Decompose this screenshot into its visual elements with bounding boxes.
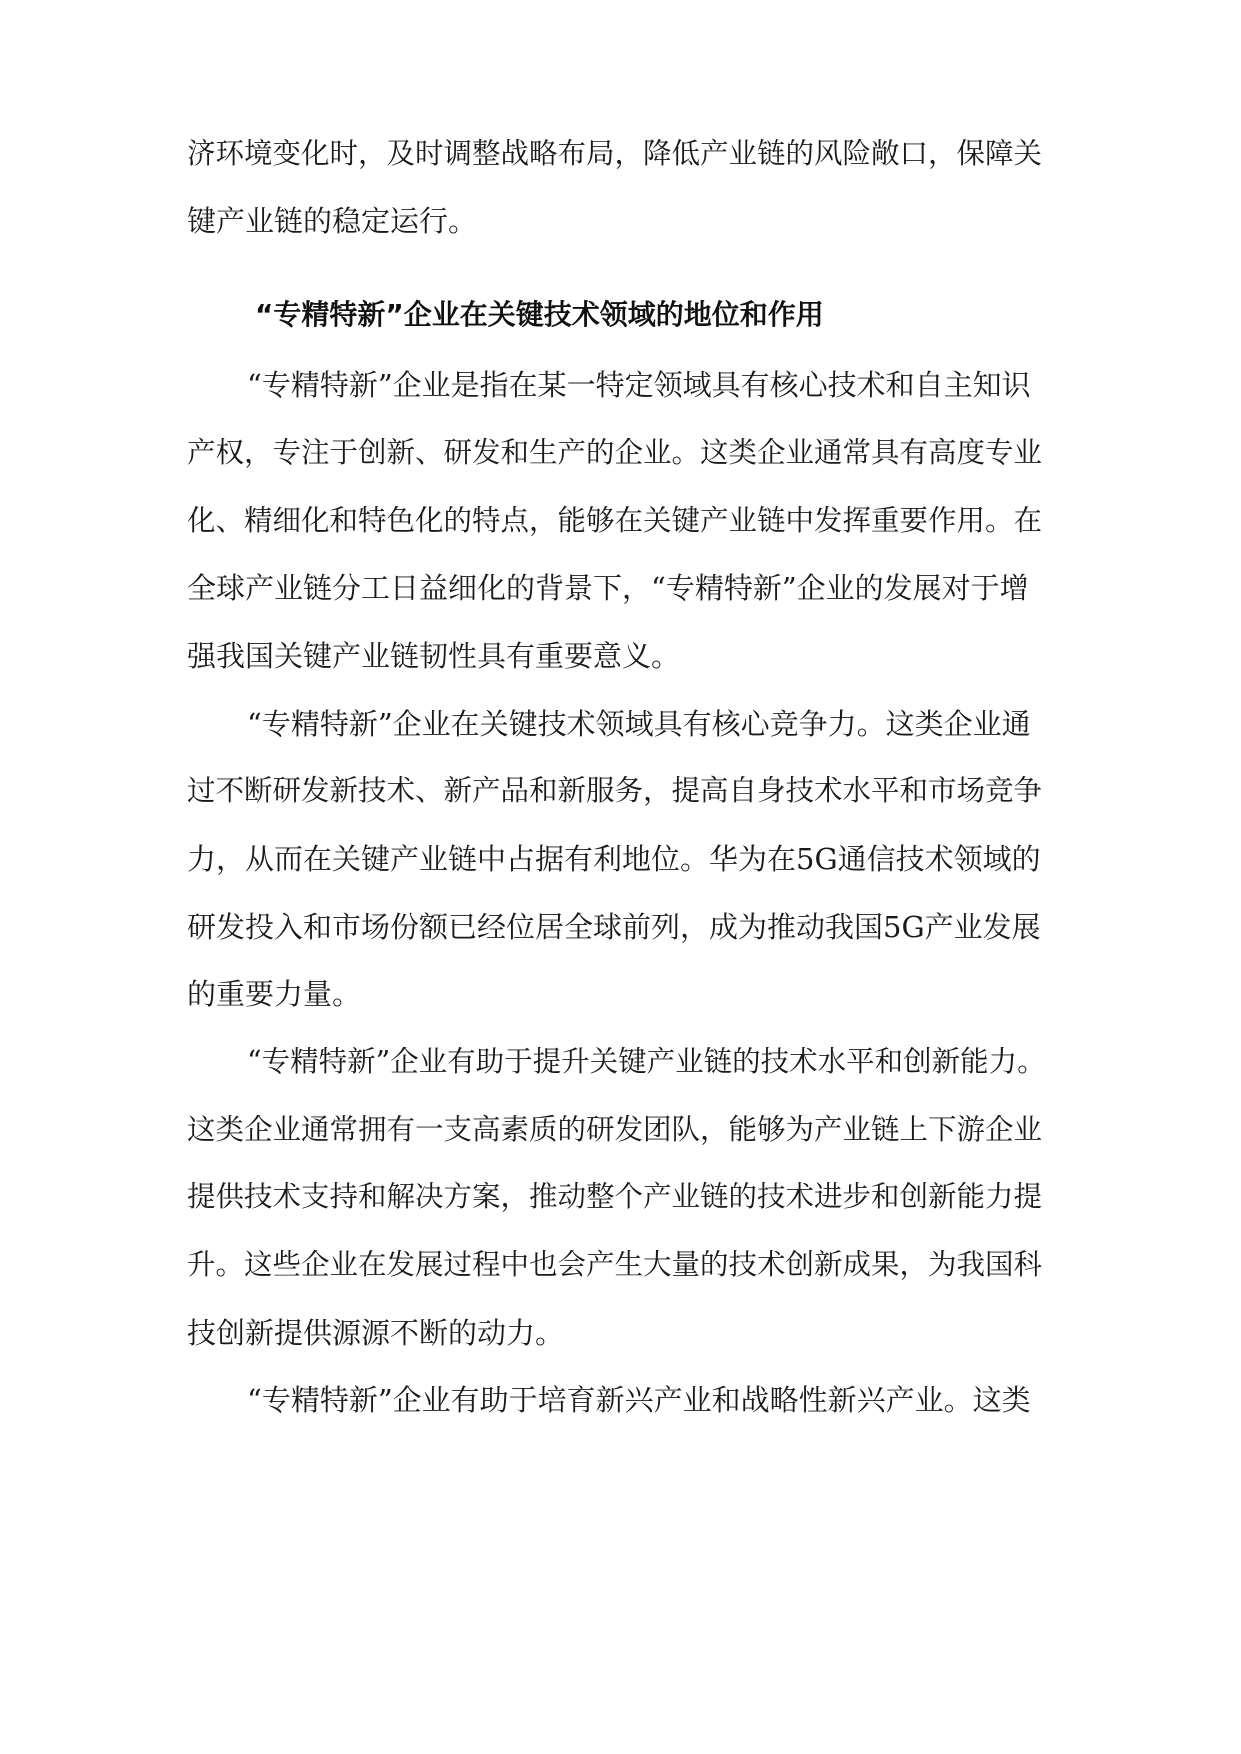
paragraph-line: 产权，专注于创新、研发和生产的企业。这类企业通常具有高度专业 [187,436,1043,469]
paragraph-line: “专精特新”企业有助于提升关键产业链的技术水平和创新能力。 [247,1045,1046,1078]
paragraph-line: 提供技术支持和解决方案，推动整个产业链的技术进步和创新能力提 [187,1180,1043,1213]
intro-line: 济环境变化时，及时调整战略布局，降低产业链的风险敞口，保障关 [187,137,1043,170]
intro-line: 键产业链的稳定运行。 [187,204,478,238]
paragraph-line: 研发投入和市场份额已经位居全球前列，成为推动我国5G产业发展 [187,910,1041,944]
paragraph-line: “专精特新”企业是指在某一特定领域具有核心技术和自主知识 [247,368,1031,402]
section-heading: “专精特新”企业在关键技术领域的地位和作用 [255,298,824,331]
paragraph-line: 化、精细化和特色化的特点，能够在关键产业链中发挥重要作用。在 [187,504,1043,537]
paragraph-line: 力，从而在关键产业链中占据有利地位。华为在5G通信技术领域的 [187,842,1041,876]
paragraph-line: 升。这些企业在发展过程中也会产生大量的技术创新成果，为我国科 [187,1248,1043,1281]
paragraph-line: 技创新提供源源不断的动力。 [187,1316,565,1350]
paragraph-line: “专精特新”企业有助于培育新兴产业和战略性新兴产业。这类 [247,1383,1031,1417]
paragraph-line: 强我国关键产业链韧性具有重要意义。 [187,639,681,673]
paragraph-line: 的重要力量。 [187,977,362,1011]
paragraph-line: 过不断研发新技术、新产品和新服务，提高自身技术水平和市场竞争 [187,774,1043,807]
paragraph-line: “专精特新”企业在关键技术领域具有核心竞争力。这类企业通 [247,707,1031,741]
paragraph-line: 全球产业链分工日益细化的背景下，“专精特新”企业的发展对于增 [187,571,1029,605]
paragraph-line: 这类企业通常拥有一支高素质的研发团队，能够为产业链上下游企业 [187,1113,1043,1146]
